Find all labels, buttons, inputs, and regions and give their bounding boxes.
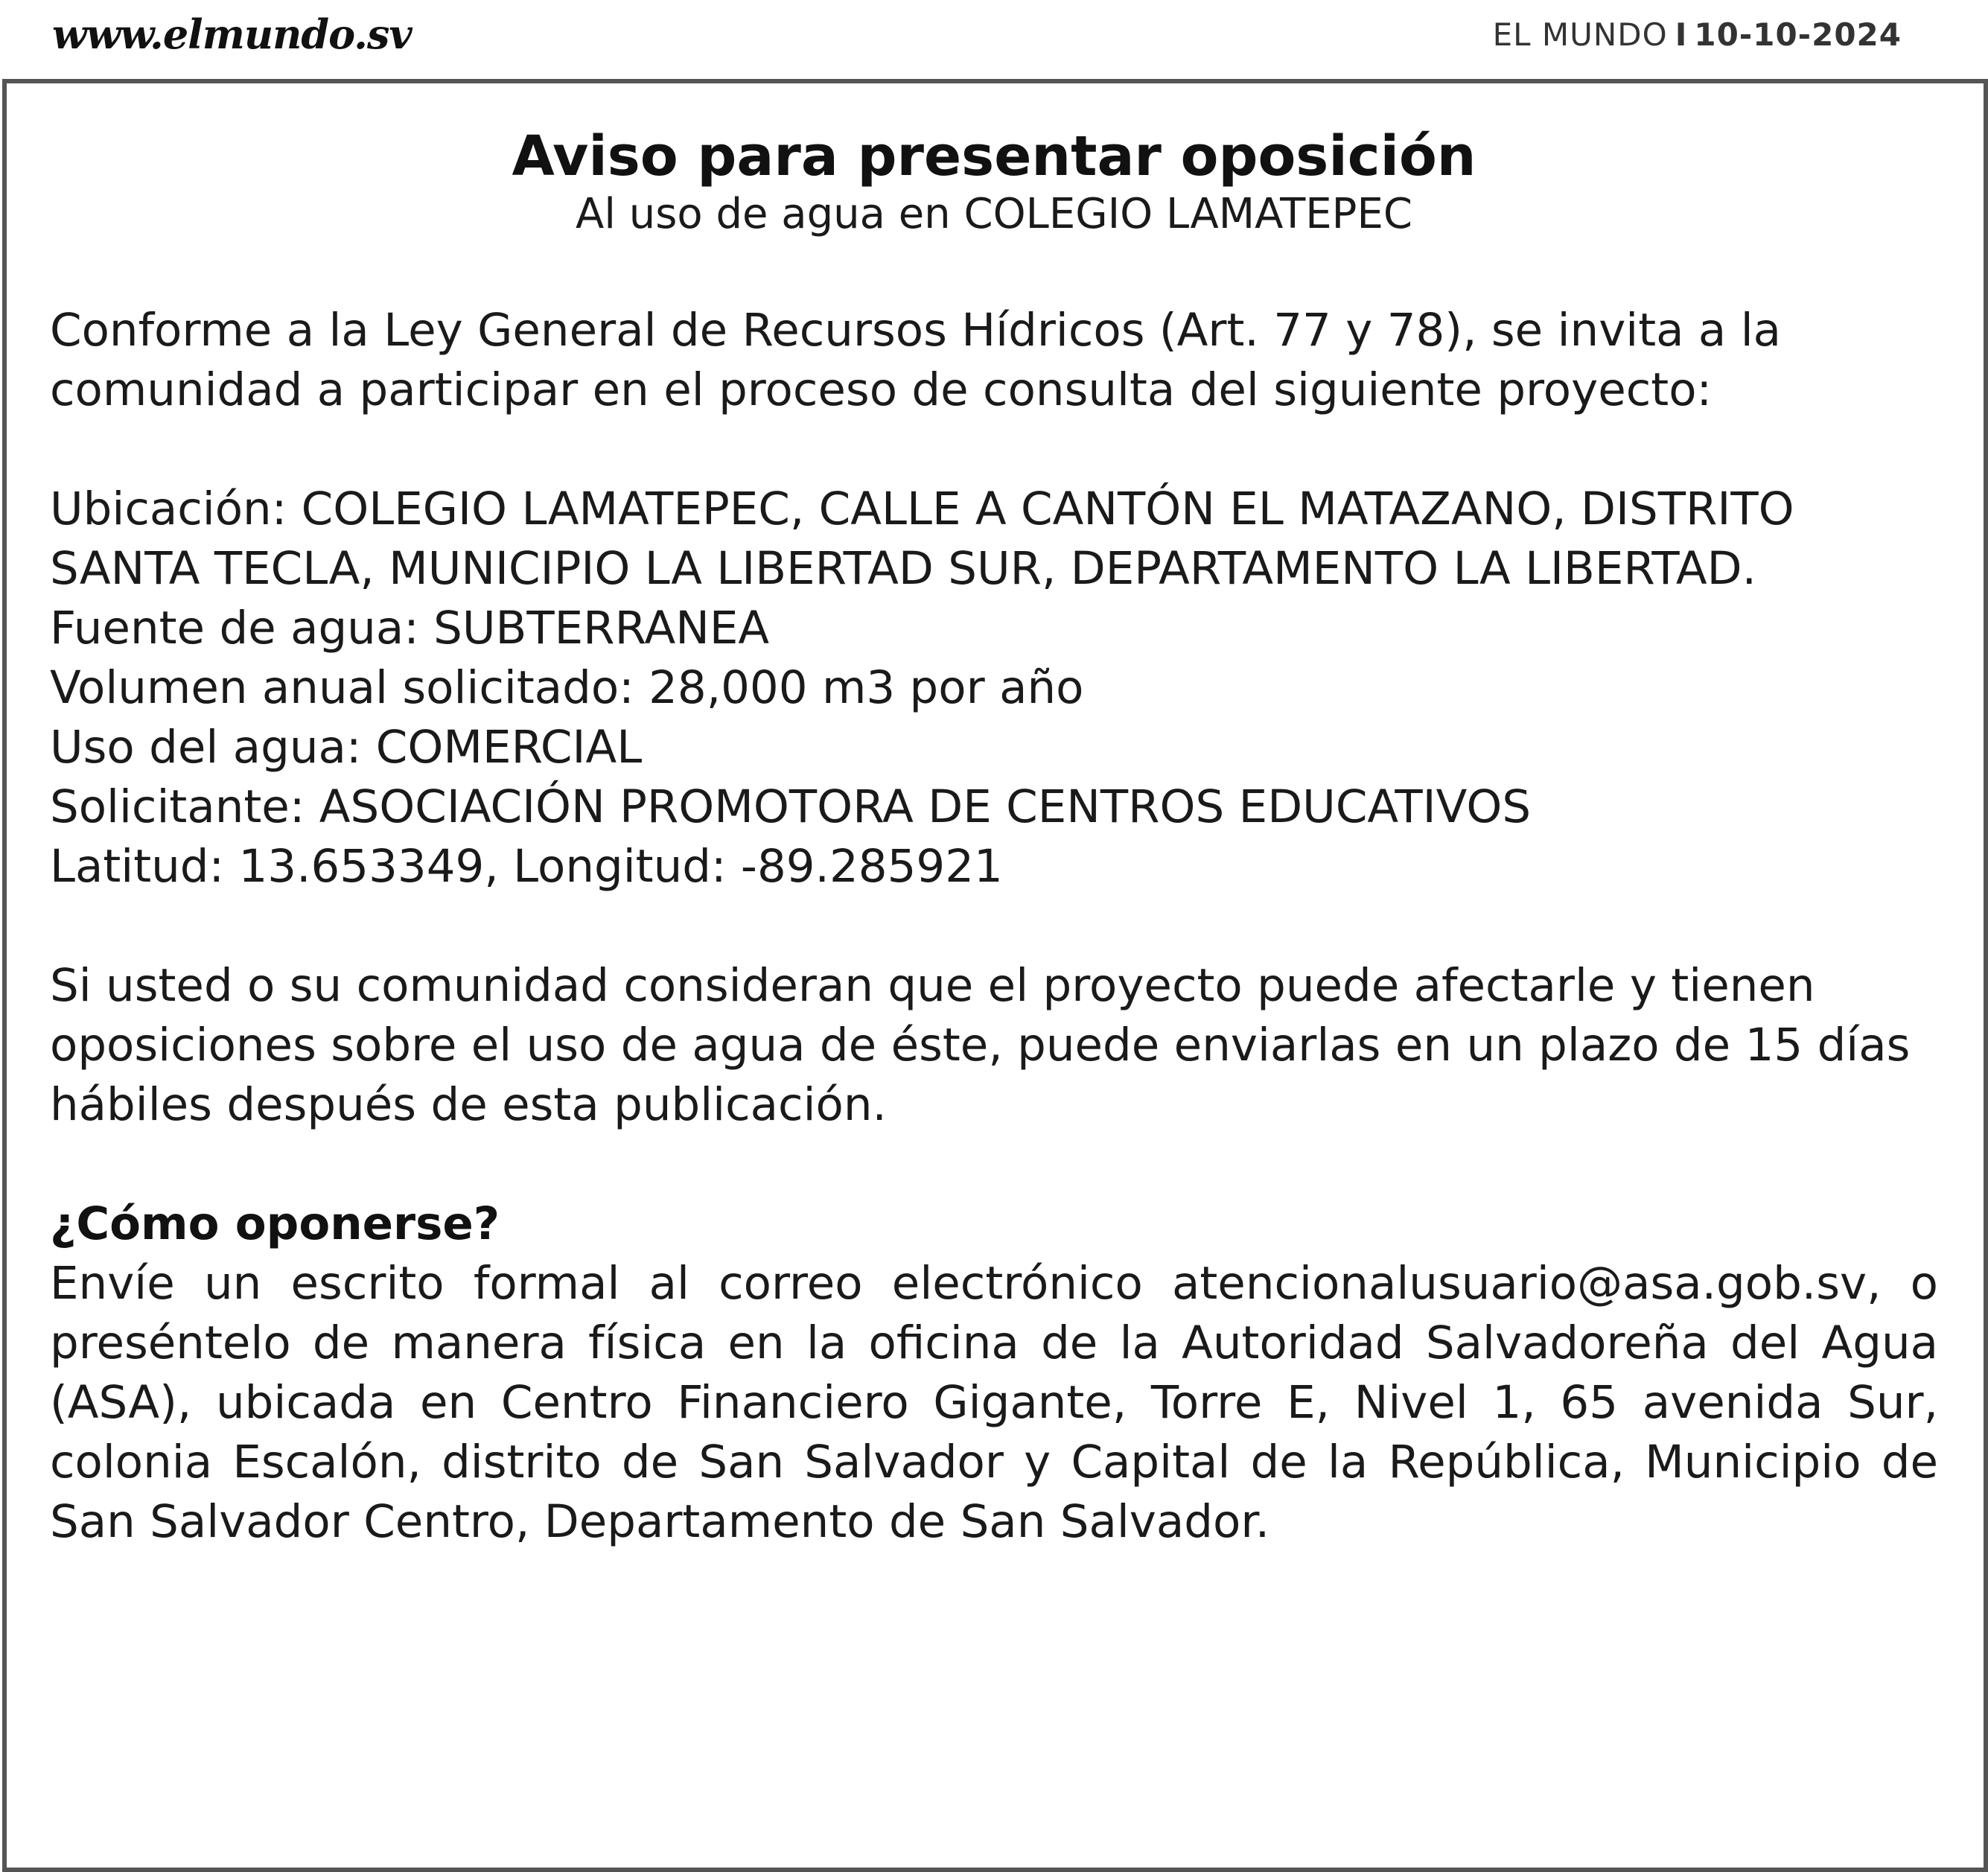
intro-paragraph: Conforme a la Ley General de Recursos Hídricos (Art. 77 y 78), se invita a la comunidad a participar en el proceso de consulta del siguiente proyecto: [50,304,1782,416]
notice-title: Aviso para presentar oposición [512,124,1476,188]
field-applicant: Solicitante: ASOCIACIÓN PROMOTORA DE CENTROS EDUCATIVOS [50,780,1532,833]
notice-subtitle: Al uso de agua en COLEGIO LAMATEPEC [576,190,1412,238]
notice-content [50,122,1938,1552]
opposition-paragraph: Si usted o su comunidad consideran que el proyecto puede afectarle y tienen oposiciones sobre el uso de agua de éste, puede enviarlas en un plazo de 15 días hábiles después de esta publicación. [50,959,1911,1131]
project-details [50,480,1938,897]
dateline-separator: I [1675,16,1687,53]
field-location: Ubicación: COLEGIO LAMATEPEC, CALLE A CANTÓN EL MATAZANO, DISTRITO SANTA TECLA, MUNICIPIO LA LIBERTAD SUR, DEPARTAMENTO LA LIBERTAD. [50,483,1794,595]
site-url: www.elmundo.sv [52,10,412,58]
field-water-source: Fuente de agua: SUBTERRANEA [50,602,770,655]
field-water-use: Uso del agua: COMERCIAL [50,721,643,774]
how-to-oppose-text: Envíe un escrito formal al correo electrónico atencionalusuario@asa.gob.sv, o preséntelo de manera física en la oficina de la Autoridad Salvadoreña del Agua (ASA), ubicada en Centro Financiero Gigante, Torre E, Nivel 1, 65 avenida Sur, colonia Escalón, distrito de San Salvador y Capital de la República, Municipio de San Salvador Centro, Departamento de San Salvador. [50,1257,1938,1548]
publication-name: EL MUNDO [1492,16,1668,53]
publication-dateline [1493,16,1902,53]
field-annual-volume: Volumen anual solicitado: 28,000 m3 por año [50,661,1084,714]
masthead [0,0,1988,74]
field-coordinates: Latitud: 13.653349, Longitud: -89.285921 [50,840,1003,893]
how-to-oppose-heading: ¿Cómo oponerse? [50,1197,500,1250]
publication-date: 10-10-2024 [1694,16,1902,53]
